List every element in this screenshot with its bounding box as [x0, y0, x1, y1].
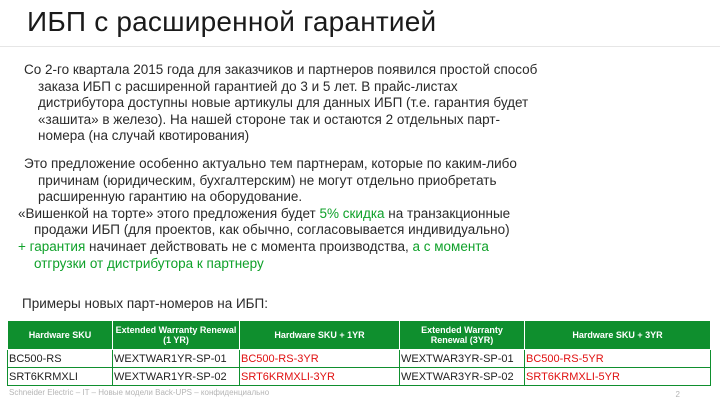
- paragraph-line: номера (на случай квотирования): [38, 128, 250, 144]
- sku-table: [7, 320, 711, 386]
- footer-text: Schneider Electric – IT – Новые модели Back-UPS – конфиденциально: [9, 388, 270, 397]
- paragraph-1: [18, 62, 678, 145]
- table-cell: BC500-RS: [8, 350, 113, 368]
- table-cell: SRT6KRMXLI: [8, 368, 113, 386]
- page-number: 2: [675, 390, 680, 399]
- paragraph-line: дистрибутора доступны новые артикулы для данных ИБП (т.е. гарантия будет: [38, 95, 529, 111]
- column-header: Extended Warranty Renewal (3YR): [400, 321, 525, 350]
- discount-highlight: 5% скидка: [319, 205, 385, 221]
- paragraph-4: [18, 239, 678, 272]
- paragraph-line: расширенную гарантию на оборудование.: [38, 189, 303, 205]
- text-fragment: на транзакционные: [384, 205, 511, 221]
- paragraph-line: «зашита» в железо). На нашей стороне так и остаются 2 отдельных парт-: [38, 111, 501, 127]
- paragraph-line: причинам (юридическим, бухгалтерским) не могут отдельно приобретать: [38, 172, 497, 188]
- warranty-highlight: + гарантия: [18, 238, 86, 254]
- title-divider: [0, 46, 720, 47]
- table-cell: WEXTWAR1YR-SP-02: [113, 368, 240, 386]
- table-row: [8, 350, 711, 368]
- paragraph-line: [18, 239, 678, 256]
- paragraph-line: продажи ИБП (для проектов, как обычно, согласовывается индивидуально): [34, 222, 510, 238]
- table-cell: SRT6KRMXLI-5YR: [525, 368, 711, 386]
- table-header-row: [8, 321, 711, 350]
- paragraph-3: [18, 206, 678, 239]
- table-cell: SRT6KRMXLI-3YR: [240, 368, 400, 386]
- column-header: Hardware SKU + 3YR: [525, 321, 711, 350]
- table-cell: WEXTWAR3YR-SP-02: [400, 368, 525, 386]
- shipment-highlight: а с момента: [412, 238, 489, 254]
- paragraph-line: заказа ИБП с расширенной гарантией до 3 и 5 лет. В прайс-листах: [38, 78, 458, 94]
- table-cell: WEXTWAR3YR-SP-01: [400, 350, 525, 368]
- column-header: Hardware SKU + 1YR: [240, 321, 400, 350]
- table-row: [8, 368, 711, 386]
- page-title: ИБП с расширенной гарантией: [27, 6, 437, 37]
- paragraph-2: [18, 156, 678, 206]
- paragraph-line: отгрузки от дистрибутора к партнеру: [34, 255, 264, 271]
- column-header: Hardware SKU: [8, 321, 113, 350]
- table-cell: BC500-RS-3YR: [240, 350, 400, 368]
- paragraph-line: Со 2-го квартала 2015 года для заказчиков и партнеров появился простой способ: [24, 62, 538, 77]
- paragraph-line: [18, 206, 678, 223]
- column-header: Extended Warranty Renewal (1 YR): [113, 321, 240, 350]
- examples-title: Примеры новых парт-номеров на ИБП:: [22, 296, 268, 311]
- text-fragment: «Вишенкой на торте» этого предложения будет: [18, 205, 320, 221]
- body-text: [18, 62, 678, 272]
- paragraph-line: Это предложение особенно актуально тем партнерам, которые по каким-либо: [24, 155, 517, 171]
- table-cell: BC500-RS-5YR: [525, 350, 711, 368]
- table-cell: WEXTWAR1YR-SP-01: [113, 350, 240, 368]
- text-fragment: начинает действовать не с момента производства,: [85, 238, 413, 254]
